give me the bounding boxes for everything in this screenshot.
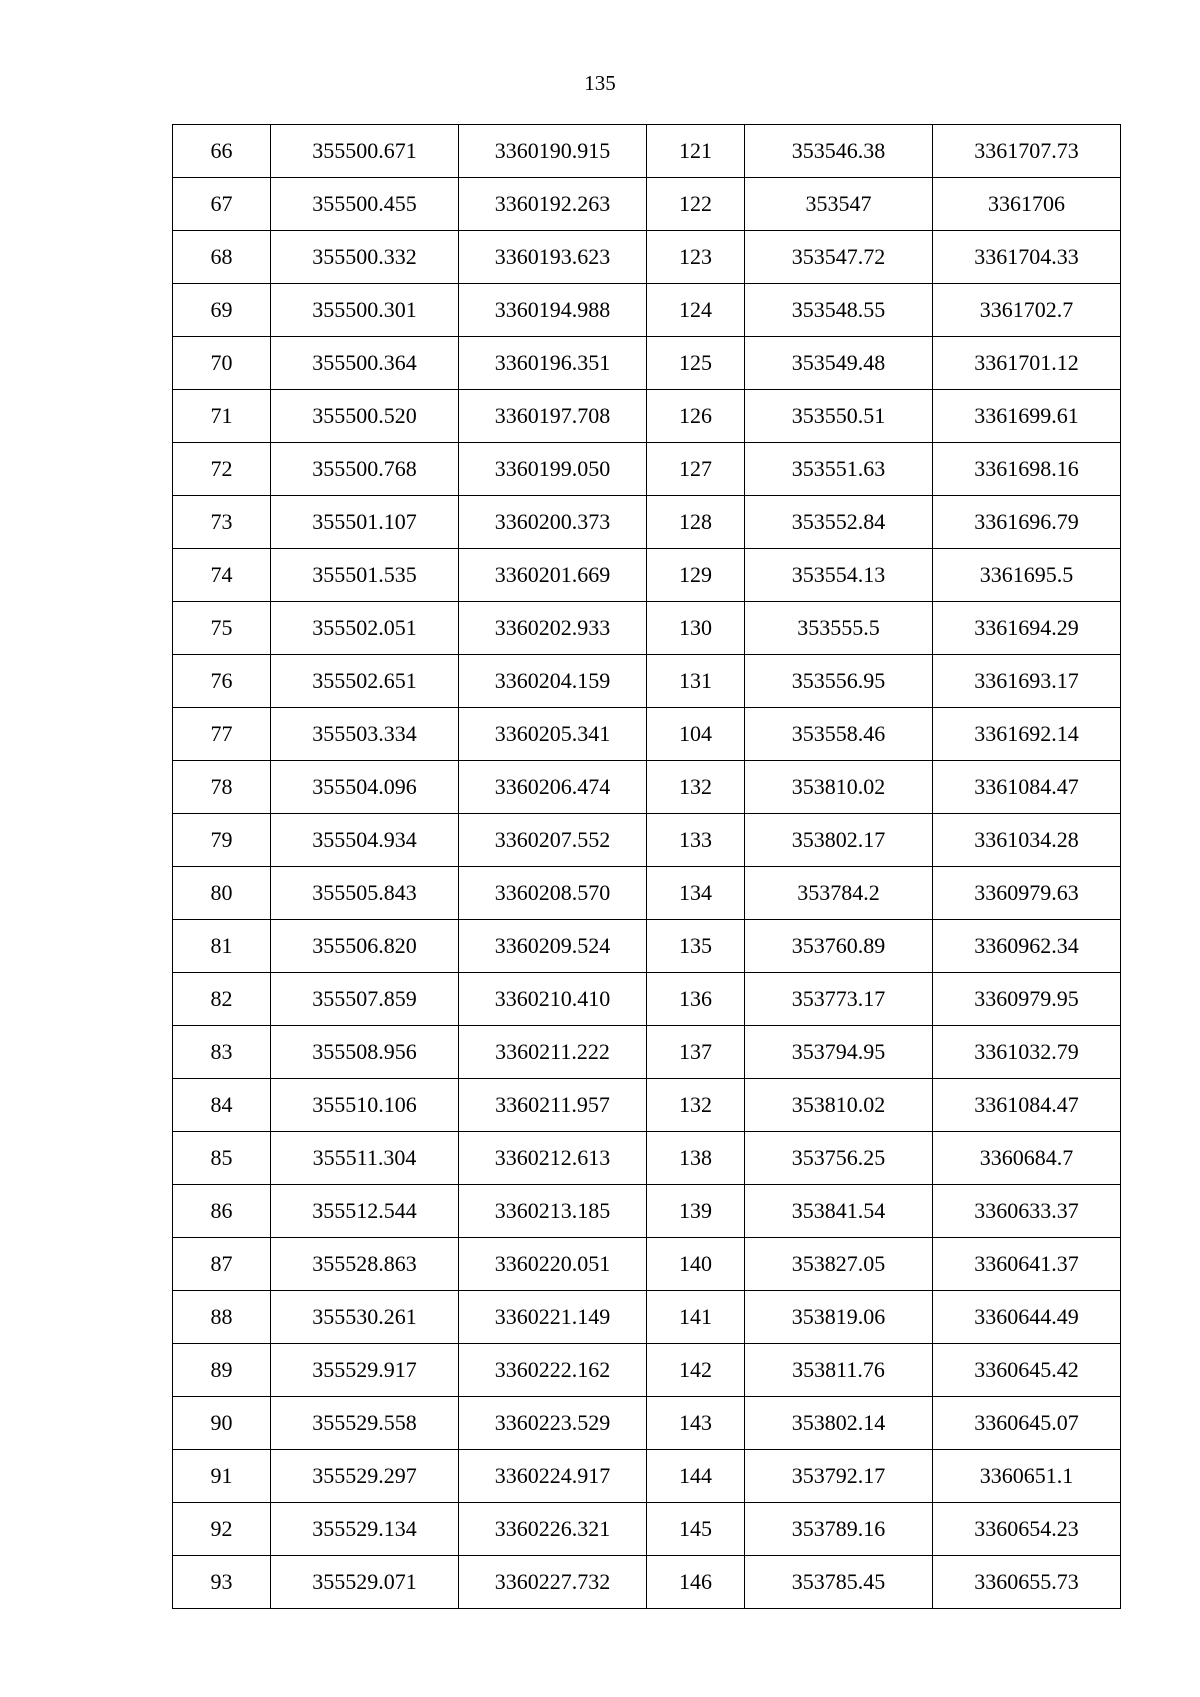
table-row [173, 496, 1121, 549]
y-coord-left-cell: 3360196.351 [459, 337, 647, 390]
x-coord-right-cell: 353810.02 [745, 1079, 933, 1132]
point-id-left-cell: 86 [173, 1185, 271, 1238]
x-coord-left-cell: 355528.863 [271, 1238, 459, 1291]
x-coord-left-cell: 355529.297 [271, 1450, 459, 1503]
y-coord-right-cell: 3360644.49 [933, 1291, 1121, 1344]
point-id-right-cell: 142 [647, 1344, 745, 1397]
x-coord-left-cell: 355505.843 [271, 867, 459, 920]
x-coord-right-cell: 353789.16 [745, 1503, 933, 1556]
x-coord-left-cell: 355500.455 [271, 178, 459, 231]
table-row [173, 1185, 1121, 1238]
point-id-left-cell: 69 [173, 284, 271, 337]
point-id-left-cell: 91 [173, 1450, 271, 1503]
x-coord-right-cell: 353760.89 [745, 920, 933, 973]
x-coord-right-cell: 353547 [745, 178, 933, 231]
y-coord-left-cell: 3360202.933 [459, 602, 647, 655]
y-coord-right-cell: 3360655.73 [933, 1556, 1121, 1609]
x-coord-right-cell: 353546.38 [745, 125, 933, 178]
x-coord-left-cell: 355506.820 [271, 920, 459, 973]
x-coord-right-cell: 353841.54 [745, 1185, 933, 1238]
y-coord-left-cell: 3360213.185 [459, 1185, 647, 1238]
y-coord-left-cell: 3360190.915 [459, 125, 647, 178]
y-coord-right-cell: 3360645.07 [933, 1397, 1121, 1450]
y-coord-right-cell: 3361694.29 [933, 602, 1121, 655]
y-coord-left-cell: 3360208.570 [459, 867, 647, 920]
point-id-right-cell: 121 [647, 125, 745, 178]
table-row [173, 1450, 1121, 1503]
x-coord-left-cell: 355502.651 [271, 655, 459, 708]
y-coord-left-cell: 3360211.222 [459, 1026, 647, 1079]
point-id-left-cell: 81 [173, 920, 271, 973]
table-row [173, 761, 1121, 814]
x-coord-left-cell: 355529.071 [271, 1556, 459, 1609]
point-id-left-cell: 76 [173, 655, 271, 708]
x-coord-right-cell: 353794.95 [745, 1026, 933, 1079]
x-coord-right-cell: 353827.05 [745, 1238, 933, 1291]
x-coord-left-cell: 355500.332 [271, 231, 459, 284]
point-id-left-cell: 87 [173, 1238, 271, 1291]
x-coord-left-cell: 355500.301 [271, 284, 459, 337]
point-id-right-cell: 127 [647, 443, 745, 496]
x-coord-left-cell: 355500.671 [271, 125, 459, 178]
point-id-left-cell: 79 [173, 814, 271, 867]
y-coord-left-cell: 3360197.708 [459, 390, 647, 443]
point-id-left-cell: 80 [173, 867, 271, 920]
point-id-left-cell: 85 [173, 1132, 271, 1185]
y-coord-left-cell: 3360227.732 [459, 1556, 647, 1609]
y-coord-left-cell: 3360205.341 [459, 708, 647, 761]
table-row [173, 708, 1121, 761]
y-coord-left-cell: 3360210.410 [459, 973, 647, 1026]
y-coord-left-cell: 3360200.373 [459, 496, 647, 549]
x-coord-left-cell: 355501.107 [271, 496, 459, 549]
point-id-left-cell: 93 [173, 1556, 271, 1609]
table-row [173, 1344, 1121, 1397]
point-id-left-cell: 70 [173, 337, 271, 390]
point-id-right-cell: 146 [647, 1556, 745, 1609]
y-coord-right-cell: 3361693.17 [933, 655, 1121, 708]
y-coord-left-cell: 3360220.051 [459, 1238, 647, 1291]
coordinate-table-body [173, 125, 1121, 1609]
table-row [173, 1556, 1121, 1609]
point-id-left-cell: 88 [173, 1291, 271, 1344]
point-id-right-cell: 141 [647, 1291, 745, 1344]
x-coord-right-cell: 353784.2 [745, 867, 933, 920]
x-coord-right-cell: 353792.17 [745, 1450, 933, 1503]
point-id-left-cell: 71 [173, 390, 271, 443]
y-coord-left-cell: 3360194.988 [459, 284, 647, 337]
y-coord-left-cell: 3360201.669 [459, 549, 647, 602]
y-coord-right-cell: 3360651.1 [933, 1450, 1121, 1503]
table-row [173, 231, 1121, 284]
x-coord-left-cell: 355511.304 [271, 1132, 459, 1185]
y-coord-right-cell: 3360645.42 [933, 1344, 1121, 1397]
x-coord-left-cell: 355500.768 [271, 443, 459, 496]
point-id-left-cell: 68 [173, 231, 271, 284]
x-coord-left-cell: 355529.134 [271, 1503, 459, 1556]
x-coord-right-cell: 353554.13 [745, 549, 933, 602]
point-id-left-cell: 89 [173, 1344, 271, 1397]
point-id-left-cell: 90 [173, 1397, 271, 1450]
x-coord-right-cell: 353558.46 [745, 708, 933, 761]
point-id-right-cell: 128 [647, 496, 745, 549]
y-coord-right-cell: 3361706 [933, 178, 1121, 231]
table-row [173, 1026, 1121, 1079]
point-id-right-cell: 104 [647, 708, 745, 761]
point-id-left-cell: 74 [173, 549, 271, 602]
y-coord-left-cell: 3360207.552 [459, 814, 647, 867]
y-coord-right-cell: 3361084.47 [933, 761, 1121, 814]
table-row [173, 125, 1121, 178]
point-id-left-cell: 82 [173, 973, 271, 1026]
point-id-left-cell: 67 [173, 178, 271, 231]
y-coord-right-cell: 3360979.63 [933, 867, 1121, 920]
point-id-right-cell: 136 [647, 973, 745, 1026]
page-number: 135 [584, 71, 616, 95]
x-coord-left-cell: 355500.520 [271, 390, 459, 443]
y-coord-right-cell: 3360633.37 [933, 1185, 1121, 1238]
table-row [173, 443, 1121, 496]
x-coord-right-cell: 353555.5 [745, 602, 933, 655]
y-coord-right-cell: 3361702.7 [933, 284, 1121, 337]
table-row [173, 1132, 1121, 1185]
x-coord-right-cell: 353802.17 [745, 814, 933, 867]
y-coord-left-cell: 3360204.159 [459, 655, 647, 708]
table-row [173, 867, 1121, 920]
y-coord-right-cell: 3361698.16 [933, 443, 1121, 496]
x-coord-left-cell: 355529.558 [271, 1397, 459, 1450]
table-row [173, 973, 1121, 1026]
y-coord-left-cell: 3360199.050 [459, 443, 647, 496]
y-coord-right-cell: 3361699.61 [933, 390, 1121, 443]
y-coord-right-cell: 3361704.33 [933, 231, 1121, 284]
y-coord-right-cell: 3361707.73 [933, 125, 1121, 178]
x-coord-right-cell: 353549.48 [745, 337, 933, 390]
table-row [173, 284, 1121, 337]
x-coord-left-cell: 355501.535 [271, 549, 459, 602]
point-id-right-cell: 144 [647, 1450, 745, 1503]
y-coord-right-cell: 3360641.37 [933, 1238, 1121, 1291]
x-coord-right-cell: 353547.72 [745, 231, 933, 284]
y-coord-right-cell: 3360654.23 [933, 1503, 1121, 1556]
y-coord-left-cell: 3360192.263 [459, 178, 647, 231]
table-row [173, 1397, 1121, 1450]
table-row [173, 1291, 1121, 1344]
point-id-right-cell: 129 [647, 549, 745, 602]
y-coord-right-cell: 3361034.28 [933, 814, 1121, 867]
x-coord-right-cell: 353548.55 [745, 284, 933, 337]
y-coord-right-cell: 3361084.47 [933, 1079, 1121, 1132]
point-id-right-cell: 122 [647, 178, 745, 231]
x-coord-right-cell: 353552.84 [745, 496, 933, 549]
table-row [173, 549, 1121, 602]
point-id-left-cell: 92 [173, 1503, 271, 1556]
table-row [173, 920, 1121, 973]
y-coord-right-cell: 3360979.95 [933, 973, 1121, 1026]
y-coord-left-cell: 3360193.623 [459, 231, 647, 284]
y-coord-right-cell: 3361701.12 [933, 337, 1121, 390]
y-coord-right-cell: 3360962.34 [933, 920, 1121, 973]
x-coord-right-cell: 353802.14 [745, 1397, 933, 1450]
point-id-right-cell: 140 [647, 1238, 745, 1291]
point-id-right-cell: 130 [647, 602, 745, 655]
point-id-left-cell: 72 [173, 443, 271, 496]
point-id-left-cell: 77 [173, 708, 271, 761]
point-id-right-cell: 135 [647, 920, 745, 973]
table-row [173, 655, 1121, 708]
x-coord-left-cell: 355504.096 [271, 761, 459, 814]
y-coord-left-cell: 3360211.957 [459, 1079, 647, 1132]
x-coord-left-cell: 355529.917 [271, 1344, 459, 1397]
y-coord-left-cell: 3360223.529 [459, 1397, 647, 1450]
table-row [173, 1503, 1121, 1556]
table-row [173, 1079, 1121, 1132]
point-id-right-cell: 124 [647, 284, 745, 337]
y-coord-left-cell: 3360221.149 [459, 1291, 647, 1344]
x-coord-left-cell: 355530.261 [271, 1291, 459, 1344]
x-coord-right-cell: 353550.51 [745, 390, 933, 443]
table-row [173, 390, 1121, 443]
point-id-right-cell: 125 [647, 337, 745, 390]
table-row [173, 1238, 1121, 1291]
y-coord-right-cell: 3361692.14 [933, 708, 1121, 761]
point-id-left-cell: 83 [173, 1026, 271, 1079]
point-id-left-cell: 75 [173, 602, 271, 655]
y-coord-left-cell: 3360224.917 [459, 1450, 647, 1503]
point-id-left-cell: 66 [173, 125, 271, 178]
y-coord-left-cell: 3360226.321 [459, 1503, 647, 1556]
table-row [173, 602, 1121, 655]
point-id-left-cell: 73 [173, 496, 271, 549]
point-id-right-cell: 137 [647, 1026, 745, 1079]
point-id-right-cell: 126 [647, 390, 745, 443]
point-id-right-cell: 134 [647, 867, 745, 920]
y-coord-right-cell: 3361696.79 [933, 496, 1121, 549]
x-coord-left-cell: 355512.544 [271, 1185, 459, 1238]
x-coord-left-cell: 355503.334 [271, 708, 459, 761]
x-coord-right-cell: 353785.45 [745, 1556, 933, 1609]
x-coord-right-cell: 353556.95 [745, 655, 933, 708]
x-coord-left-cell: 355502.051 [271, 602, 459, 655]
x-coord-left-cell: 355510.106 [271, 1079, 459, 1132]
x-coord-right-cell: 353819.06 [745, 1291, 933, 1344]
x-coord-left-cell: 355504.934 [271, 814, 459, 867]
point-id-right-cell: 138 [647, 1132, 745, 1185]
point-id-right-cell: 139 [647, 1185, 745, 1238]
point-id-right-cell: 143 [647, 1397, 745, 1450]
point-id-right-cell: 132 [647, 1079, 745, 1132]
y-coord-right-cell: 3361032.79 [933, 1026, 1121, 1079]
y-coord-left-cell: 3360222.162 [459, 1344, 647, 1397]
table-row [173, 178, 1121, 231]
x-coord-right-cell: 353773.17 [745, 973, 933, 1026]
point-id-right-cell: 123 [647, 231, 745, 284]
coordinate-table [172, 124, 1121, 1609]
y-coord-left-cell: 3360212.613 [459, 1132, 647, 1185]
point-id-left-cell: 78 [173, 761, 271, 814]
x-coord-right-cell: 353810.02 [745, 761, 933, 814]
x-coord-right-cell: 353551.63 [745, 443, 933, 496]
table-row [173, 337, 1121, 390]
point-id-right-cell: 145 [647, 1503, 745, 1556]
table-row [173, 814, 1121, 867]
x-coord-left-cell: 355507.859 [271, 973, 459, 1026]
point-id-right-cell: 132 [647, 761, 745, 814]
x-coord-right-cell: 353756.25 [745, 1132, 933, 1185]
y-coord-right-cell: 3360684.7 [933, 1132, 1121, 1185]
x-coord-right-cell: 353811.76 [745, 1344, 933, 1397]
y-coord-right-cell: 3361695.5 [933, 549, 1121, 602]
x-coord-left-cell: 355508.956 [271, 1026, 459, 1079]
point-id-left-cell: 84 [173, 1079, 271, 1132]
x-coord-left-cell: 355500.364 [271, 337, 459, 390]
point-id-right-cell: 131 [647, 655, 745, 708]
y-coord-left-cell: 3360209.524 [459, 920, 647, 973]
point-id-right-cell: 133 [647, 814, 745, 867]
y-coord-left-cell: 3360206.474 [459, 761, 647, 814]
